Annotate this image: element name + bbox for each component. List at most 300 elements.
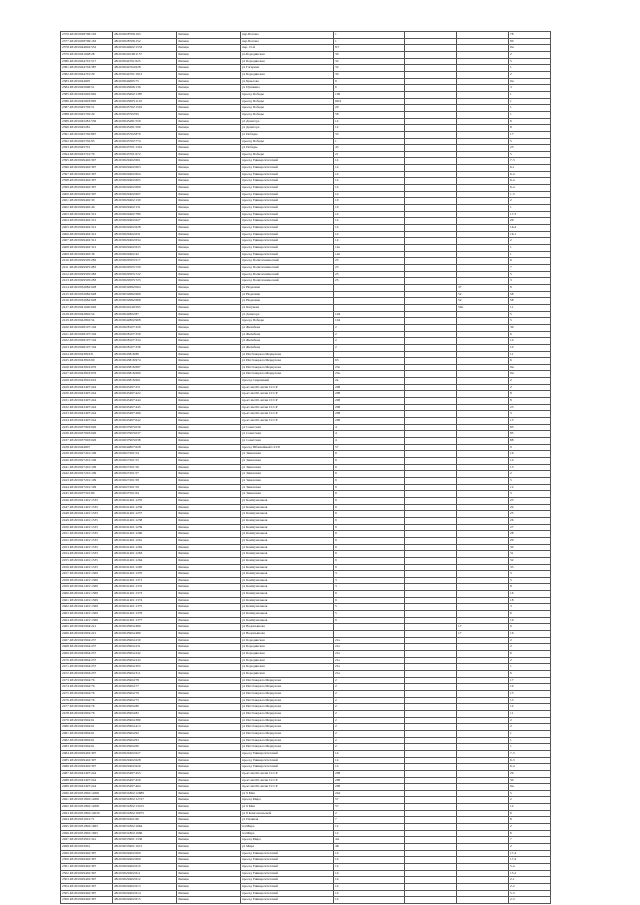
extra-cell: Липецк	[177, 245, 241, 252]
room-cell: 26	[509, 517, 551, 524]
record-id-cell: 2471 48:20:0045904:237	[61, 664, 113, 671]
house-cell	[405, 318, 457, 325]
house-cell	[405, 750, 457, 757]
record-id-cell: 2505 48:20:0029402:397	[61, 890, 113, 897]
table-row	[61, 291, 582, 298]
street-cell: 14а	[334, 245, 405, 252]
extra-cell: Липецк	[177, 557, 241, 564]
street-cell: 14	[334, 231, 405, 238]
table-row	[61, 671, 582, 678]
house-cell	[405, 85, 457, 92]
room-cell: 10	[509, 344, 551, 351]
record-id-cell: 2422 48:20:0028107:104	[61, 338, 113, 345]
house-cell	[405, 551, 457, 558]
street-cell: 21а	[334, 644, 405, 651]
record-id-cell: 2381 48:20:0044704:387	[61, 65, 113, 72]
house-cell	[405, 71, 457, 78]
room-cell: 6	[509, 810, 551, 817]
house-cell	[405, 65, 457, 72]
building-cell	[457, 557, 509, 564]
cadastral-parent-cell: 48:20:0029402:610	[113, 864, 177, 871]
record-id-cell: 2504 48:20:0029402:397	[61, 884, 113, 891]
building-cell	[457, 218, 509, 225]
building-cell	[457, 318, 509, 325]
extra-cell: Липецк	[177, 571, 241, 578]
table-row	[61, 431, 582, 438]
building-cell	[457, 431, 509, 438]
record-id-cell: 2447 48:20:0041401:1335	[61, 504, 113, 511]
room-cell: 16-1	[509, 231, 551, 238]
cadastral-parent-cell: 48:20:0045904:78	[113, 677, 177, 684]
building-cell	[457, 91, 509, 98]
room-cell: 1	[509, 98, 551, 105]
city-cell: ул Бородинская	[241, 651, 334, 658]
city-cell: ул Желябова	[241, 344, 334, 351]
cadastral-parent-cell: 48:20:0032682:666	[113, 291, 177, 298]
house-cell	[405, 850, 457, 857]
table-row	[61, 764, 582, 771]
house-cell	[405, 98, 457, 105]
building-cell	[457, 424, 509, 431]
record-id-cell: 2386 48:20:0045693:995	[61, 98, 113, 105]
room-cell: 1	[509, 91, 551, 98]
city-cell: проезд Университетский	[241, 890, 334, 897]
extra-cell: Липецк	[177, 331, 241, 338]
table-body	[61, 32, 582, 904]
cadastral-parent-cell: 48:20:0045904:413	[113, 724, 177, 731]
record-id-cell: 2472 48:20:0045904:237	[61, 671, 113, 678]
record-id-cell: 2410 48:20:0029505:283	[61, 258, 113, 265]
building-cell	[457, 118, 509, 125]
cadastral-parent-cell: 48:20:0044701:1913	[113, 71, 177, 78]
street-cell: 2	[334, 710, 405, 717]
house-cell	[405, 511, 457, 518]
table-row	[61, 451, 582, 458]
house-cell	[405, 477, 457, 484]
record-id-cell: 2470 48:20:0045804:237	[61, 657, 113, 664]
extra-cell: Липецк	[177, 105, 241, 112]
house-cell	[405, 604, 457, 611]
cadastral-parent-cell: 48:20:0045701:1301	[113, 145, 177, 152]
building-cell	[457, 850, 509, 857]
record-id-cell: 2449 48:20:0041401:1335	[61, 517, 113, 524]
table-row	[61, 138, 582, 145]
cadastral-parent-cell: 48:20:0044602:1553	[113, 45, 177, 52]
extra-cell: Липецк	[177, 258, 241, 265]
room-cell: 6	[509, 830, 551, 837]
house-cell	[405, 398, 457, 405]
table-row	[61, 557, 582, 564]
cadastral-parent-cell: 48:20:0029402:131	[113, 205, 177, 212]
house-cell	[405, 304, 457, 311]
street-cell: 9	[334, 497, 405, 504]
building-cell	[457, 504, 509, 511]
record-id-cell: 2412 48:20:0029505:283	[61, 271, 113, 278]
house-cell	[405, 424, 457, 431]
building-cell	[457, 138, 509, 145]
room-cell: 17-4	[509, 850, 551, 857]
extra-cell: Липецк	[177, 364, 241, 371]
extra-cell: Липецк	[177, 797, 241, 804]
building-cell	[457, 111, 509, 118]
record-id-cell: 2440 48:20:0027201:109	[61, 458, 113, 465]
city-cell: ул Коммунальная	[241, 551, 334, 558]
record-id-cell: 2455 48:20:0041401:1335	[61, 557, 113, 564]
extra-cell: Липецк	[177, 351, 241, 358]
table-row	[61, 198, 582, 205]
house-cell	[405, 158, 457, 165]
record-id-cell: 2438 48:20:0044807	[61, 444, 113, 451]
cadastral-parent-cell: 48:20:0045696:136	[113, 85, 177, 92]
building-cell	[457, 278, 509, 285]
extra-cell: Липецк	[177, 464, 241, 471]
extra-cell: Липецк	[177, 291, 241, 298]
street-cell: 208	[334, 404, 405, 411]
table-row	[61, 238, 582, 245]
house-cell	[405, 364, 457, 371]
street-cell: 2	[334, 331, 405, 338]
table-row	[61, 105, 582, 112]
city-cell: ул Им Генерала Меркулова	[241, 737, 334, 744]
building-cell	[457, 45, 509, 52]
table-row	[61, 477, 582, 484]
house-cell	[405, 378, 457, 385]
cadastral-parent-cell: 48:20:0029402:612	[113, 877, 177, 884]
table-row	[61, 664, 582, 671]
room-cell: 6-4	[509, 171, 551, 178]
extra-cell: Липецк	[177, 644, 241, 651]
house-cell	[405, 32, 457, 39]
extra-cell: Липецк	[177, 138, 241, 145]
street-cell: 21а	[334, 657, 405, 664]
building-cell	[457, 451, 509, 458]
street-cell: 14	[334, 857, 405, 864]
city-cell: проезд Юбилейный СССР	[241, 444, 334, 451]
house-cell	[405, 857, 457, 864]
house-cell	[405, 344, 457, 351]
room-cell: 2	[509, 384, 551, 391]
house-cell	[405, 245, 457, 252]
city-cell: ул Им Генерала Меркулова	[241, 684, 334, 691]
street-cell: 99/4	[334, 98, 405, 105]
table-row	[61, 158, 582, 165]
extra-cell: Липецк	[177, 877, 241, 884]
table-row	[61, 644, 582, 651]
cadastral-parent-cell: 48:20:0045904:243	[113, 657, 177, 664]
house-cell	[405, 185, 457, 192]
house-cell	[405, 404, 457, 411]
city-cell: проезд Университетский	[241, 198, 334, 205]
cadastral-parent-cell: 48:20:0028107:329	[113, 324, 177, 331]
house-cell	[405, 278, 457, 285]
room-cell: 2-3	[509, 897, 551, 904]
cadastral-parent-cell: 48:20:0029402:627	[113, 750, 177, 757]
building-cell	[457, 497, 509, 504]
house-cell	[405, 830, 457, 837]
room-cell: 6-1	[509, 165, 551, 172]
city-cell: пер.Попова	[241, 38, 334, 45]
extra-cell: Липецк	[177, 764, 241, 771]
building-cell	[457, 477, 509, 484]
room-cell: 90	[509, 38, 551, 45]
record-id-cell: 2432 48:20:0043497:244	[61, 404, 113, 411]
city-cell: проезд Победы	[241, 111, 334, 118]
building-cell	[457, 71, 509, 78]
street-cell: 23	[334, 271, 405, 278]
house-cell	[405, 517, 457, 524]
cadastral-parent-cell: 48:20:0029402:605	[113, 178, 177, 185]
record-id-cell: 2452 48:20:0041401:1335	[61, 537, 113, 544]
extra-cell: Липецк	[177, 271, 241, 278]
table-row	[61, 298, 582, 305]
table-row	[61, 564, 582, 571]
record-id-cell: 2403 48:20:0029402:312	[61, 211, 113, 218]
building-cell	[457, 817, 509, 824]
house-cell	[405, 637, 457, 644]
street-cell: 9	[334, 537, 405, 544]
record-id-cell: 2390 48:20:0045281	[61, 125, 113, 132]
city-cell: ул Зиновская	[241, 491, 334, 498]
house-cell	[405, 770, 457, 777]
street-cell: 14	[334, 877, 405, 884]
cadastral-parent-cell: 48:20:0045904:380	[113, 717, 177, 724]
street-cell: 14	[334, 185, 405, 192]
building-cell	[457, 151, 509, 158]
city-cell: проезд Университетский	[241, 897, 334, 904]
table-row	[61, 178, 582, 185]
table-row	[61, 504, 582, 511]
city-cell: ул Зиновская	[241, 477, 334, 484]
city-cell: ул Коммунальная	[241, 524, 334, 531]
house-cell	[405, 584, 457, 591]
city-cell: ул Зиновская	[241, 458, 334, 465]
building-cell	[457, 877, 509, 884]
record-id-cell: 2401 48:20:0029402:30	[61, 198, 113, 205]
cadastral-parent-cell: 48:20:0031601:66	[113, 817, 177, 824]
city-cell: проезд Университетский	[241, 171, 334, 178]
street-cell: 2	[334, 737, 405, 744]
table-row	[61, 724, 582, 731]
record-id-cell: 2395 48:20:0029402:397	[61, 158, 113, 165]
room-cell: 3	[509, 571, 551, 578]
record-id-cell: 2459 48:20:0041401:1369	[61, 584, 113, 591]
cadastral-parent-cell: 48:20:0045701:672	[113, 151, 177, 158]
street-cell: 9	[334, 458, 405, 465]
street-cell: 9	[334, 557, 405, 564]
city-cell: проезд Политехнический	[241, 258, 334, 265]
record-id-cell: 2460 48:20:0041401:1369	[61, 591, 113, 598]
building-cell	[457, 398, 509, 405]
house-cell	[405, 524, 457, 531]
table-row	[61, 737, 582, 744]
extra-cell: Липецк	[177, 744, 241, 751]
record-id-cell: 2491 48:20:0031802:12681	[61, 797, 113, 804]
city-cell: ул Катукова	[241, 304, 334, 311]
record-id-cell: 2446 48:20:0041401:1335	[61, 497, 113, 504]
city-cell: проезд Университетский	[241, 238, 334, 245]
house-cell	[405, 737, 457, 744]
street-cell: 10	[334, 205, 405, 212]
city-cell: проезд Победы	[241, 318, 334, 325]
building-cell	[457, 597, 509, 604]
street-cell: 2	[334, 730, 405, 737]
extra-cell: Липецк	[177, 491, 241, 498]
table-row	[61, 218, 582, 225]
street-cell: 9	[334, 504, 405, 511]
house-cell	[405, 58, 457, 65]
record-id-cell: 2454 48:20:0041401:1335	[61, 551, 113, 558]
cadastral-parent-cell: 48:20:0033901:1015	[113, 844, 177, 851]
street-cell: 14	[334, 884, 405, 891]
cadastral-parent-cell: 48:20:0045702:870	[113, 131, 177, 138]
record-id-cell: 2411 48:20:0029505:283	[61, 264, 113, 271]
record-id-cell: 2503 48:20:0029402:397	[61, 877, 113, 884]
record-id-cell: 2502 48:20:0029402:397	[61, 870, 113, 877]
room-cell: 14	[509, 458, 551, 465]
table-row	[61, 857, 582, 864]
street-cell: 23	[334, 258, 405, 265]
table-row	[61, 225, 582, 232]
city-cell: ул Коммунальная	[241, 584, 334, 591]
extra-cell: Липецк	[177, 284, 241, 291]
room-cell: 2	[509, 724, 551, 731]
extra-cell: Липецк	[177, 837, 241, 844]
city-cell: пр-кт им 60-летия СССР	[241, 784, 334, 791]
extra-cell: Липецк	[177, 211, 241, 218]
street-cell: 2	[334, 684, 405, 691]
street-cell: 9	[334, 471, 405, 478]
building-cell	[457, 238, 509, 245]
building-cell	[457, 205, 509, 212]
city-cell: ул Бородинская	[241, 644, 334, 651]
house-cell	[405, 351, 457, 358]
table-row	[61, 884, 582, 891]
street-cell: 9	[334, 564, 405, 571]
room-cell: 5	[509, 318, 551, 325]
cadastral-parent-cell: 48:20:0044695:75	[113, 78, 177, 85]
city-cell: ул Коммунальная	[241, 531, 334, 538]
house-cell	[405, 471, 457, 478]
room-cell: 13	[509, 464, 551, 471]
room-cell: 9н	[509, 45, 551, 52]
table-row	[61, 637, 582, 644]
cadastral-parent-cell: 48:20:0043816:690	[113, 371, 177, 378]
cadastral-parent-cell: 48:20:0029402:604	[113, 171, 177, 178]
house-cell	[405, 810, 457, 817]
house-cell	[405, 544, 457, 551]
extra-cell: Липецк	[177, 690, 241, 697]
extra-cell: Липецк	[177, 371, 241, 378]
cadastral-parent-cell: 48:20:0041401:1257	[113, 511, 177, 518]
building-cell	[457, 364, 509, 371]
street-cell: 2к	[334, 378, 405, 385]
extra-cell: Липецк	[177, 784, 241, 791]
record-id-cell: 2476 48:20:0045904:76	[61, 697, 113, 704]
building-cell	[457, 777, 509, 784]
extra-cell: Липецк	[177, 604, 241, 611]
city-cell: ул Советская	[241, 438, 334, 445]
street-cell: 2	[334, 717, 405, 724]
street-cell: 14	[334, 750, 405, 757]
cadastral-parent-cell: 48:20:0029402:628	[113, 225, 177, 232]
table-row	[61, 631, 582, 638]
city-cell: проезд Университетский	[241, 877, 334, 884]
room-cell: 2	[509, 378, 551, 385]
room-cell: 1	[509, 664, 551, 671]
city-cell: пр-кт им 60-летия СССР	[241, 384, 334, 391]
record-id-cell: 2494 48:20:0031601:71	[61, 817, 113, 824]
city-cell: пл.Мира	[241, 824, 334, 831]
room-cell: 5	[509, 151, 551, 158]
street-cell: 5	[334, 611, 405, 618]
house-cell	[405, 418, 457, 425]
record-id-cell: 2442 48:20:0027201:109	[61, 471, 113, 478]
table-row	[61, 411, 582, 418]
extra-cell: Липецк	[177, 324, 241, 331]
table-row	[61, 444, 582, 451]
street-cell: 14	[334, 850, 405, 857]
street-cell: 57	[334, 797, 405, 804]
table-row	[61, 657, 582, 664]
city-cell: пр-кт им 60-летия СССР	[241, 391, 334, 398]
house-cell	[405, 444, 457, 451]
street-cell: 104	[334, 318, 405, 325]
record-id-cell: 2456 48:20:0041401:1335	[61, 564, 113, 571]
room-cell: 5	[509, 790, 551, 797]
table-row	[61, 864, 582, 871]
house-cell	[405, 151, 457, 158]
cadastral-parent-cell: 48:20:0043497:444	[113, 398, 177, 405]
city-cell: ул Бородинская	[241, 671, 334, 678]
table-row	[61, 537, 582, 544]
house-cell	[405, 165, 457, 172]
street-cell: 208	[334, 418, 405, 425]
building-cell	[457, 750, 509, 757]
street-cell: 1	[334, 32, 405, 39]
room-cell: 7-3	[509, 750, 551, 757]
record-id-cell: 2419 48:20:0042802:54	[61, 318, 113, 325]
house-cell	[405, 251, 457, 258]
house-cell	[405, 664, 457, 671]
cadastral-parent-cell: 48:20:0029402:611	[113, 870, 177, 877]
record-id-cell: 2467 48:20:0045904:237	[61, 637, 113, 644]
room-cell: 30	[509, 544, 551, 551]
house-cell	[405, 724, 457, 731]
table-row	[61, 165, 582, 172]
cadastral-parent-cell: 48:20:0044704:628	[113, 65, 177, 72]
cadastral-parent-cell: 48:20:0032682:668	[113, 298, 177, 305]
street-cell: 2	[334, 690, 405, 697]
table-row	[61, 697, 582, 704]
house-cell	[405, 178, 457, 185]
record-id-cell: 2385 48:20:0045692:992	[61, 91, 113, 98]
building-cell: 52	[457, 298, 509, 305]
cadastral-parent-cell: 48:20:0043816:687	[113, 364, 177, 371]
city-cell: ул Им Генерала Меркулова	[241, 351, 334, 358]
cadastral-parent-cell: 48:20:0041401:1374	[113, 597, 177, 604]
extra-cell: Липецк	[177, 178, 241, 185]
extra-cell: Липецк	[177, 32, 241, 39]
room-cell: 23	[509, 404, 551, 411]
room-cell: 6	[509, 671, 551, 678]
room-cell: 9н	[509, 371, 551, 378]
room-cell: 6-4	[509, 185, 551, 192]
city-cell: ул Коммунальная	[241, 557, 334, 564]
record-id-cell: 2492 48:20:0031802:12681	[61, 804, 113, 811]
room-cell: 23	[509, 497, 551, 504]
house-cell	[405, 38, 457, 45]
street-cell: 45	[334, 145, 405, 152]
